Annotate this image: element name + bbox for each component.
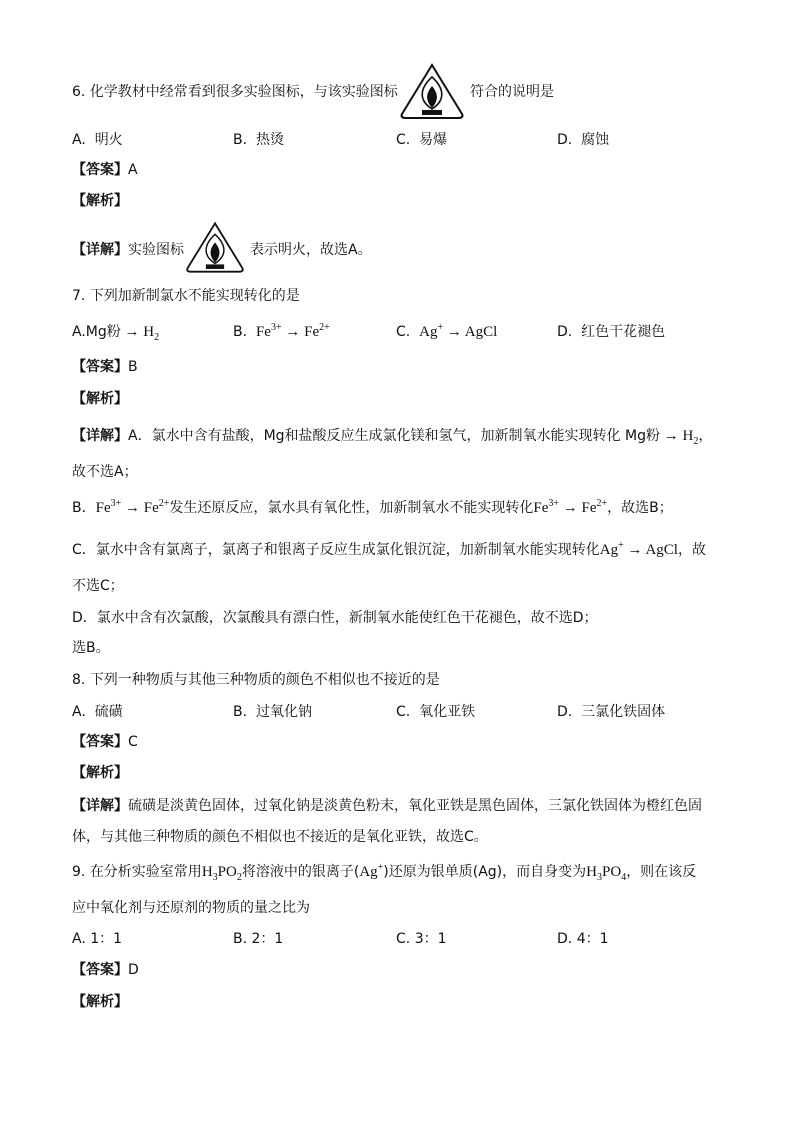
q8-option-c: C. 氧化亚铁	[396, 704, 476, 720]
q7-detail-line-4: C．氯水中含有氯离子，氯离子和银离子反应生成氯化银沉淀，加新制氧水能实现转化Ag+ → AgCl，故	[72, 540, 706, 558]
q7-option-d: D. 红色干花褪色	[557, 324, 666, 340]
q9-option-b: B. 2：1	[233, 931, 284, 947]
q6-stem: 6. 化学教材中经常看到很多实验图标，与该实验图标	[72, 84, 398, 100]
q6-detail-text-b: 表示明火，故选A。	[250, 242, 372, 258]
q7-detail-line-7: 选B。	[72, 640, 110, 656]
q6-option-c: C. 易爆	[396, 132, 448, 148]
q7-detail-line-2: 故不选A；	[72, 464, 138, 480]
q8-detail-line-2: 体，与其他三种物质的颜色不相似也不接近的是氧化亚铁，故选C。	[72, 829, 488, 845]
q7-answer: 【答案】B	[72, 359, 138, 375]
q9-stem-line-1: 9. 在分析实验室常用$H_3PO_2$将溶液中的银离子(Ag+)还原为银单质(Ag)，而自身变为$H_3PO_4$，则在该反	[72, 862, 697, 883]
q8-option-d: D. 三氯化铁固体	[557, 704, 666, 720]
q8-stem: 8. 下列一种物质与其他三种物质的颜色不相似也不接近的是	[72, 672, 440, 688]
q6-option-d: D. 腐蚀	[557, 132, 610, 148]
q7-detail-line-1: 【详解】A．氯水中含有盐酸，Mg和盐酸反应生成氯化镁和氢气，加新制氧水能实现转化 Mg粉 → $H_2$，	[72, 428, 713, 447]
q9-analysis-label: 【解析】	[72, 994, 128, 1010]
q8-answer: 【答案】C	[72, 734, 138, 750]
q6-option-a: A. 明火	[72, 132, 123, 148]
q7-option-a: A.Mg粉 → $H_2$	[72, 324, 160, 343]
q6-option-b: B. 热烫	[233, 132, 284, 148]
q7-detail-line-3: B．$Fe^{3+} \to Fe^{2+}$发生还原反应，氯水具有氧化性，加新制氧水不能实现转化$Fe^{3+} \to Fe^{2+}$，故选B；	[72, 498, 673, 516]
q7-detail-line-6: D．氯水中含有次氯酸，次氯酸具有漂白性，新制氧水能使红色干花褪色，故不选D；	[72, 610, 598, 626]
flame-hazard-icon	[398, 62, 466, 128]
q7-detail-line-5: 不选C；	[72, 578, 124, 594]
q8-option-b: B. 过氧化钠	[233, 704, 312, 720]
flame-hazard-icon-small	[184, 220, 246, 282]
q8-option-a: A. 硫磺	[72, 704, 123, 720]
q7-option-b: B. $Fe^{3+} \to Fe^{2+}$	[233, 322, 330, 340]
q6-detail: 【详解】实验图标	[72, 242, 184, 258]
q7-option-c: C. Ag+ → AgCl	[396, 322, 498, 340]
q6-stem-text-b: 符合的说明是	[470, 84, 554, 100]
q9-option-d: D. 4：1	[557, 931, 609, 947]
q7-analysis-label: 【解析】	[72, 391, 128, 407]
q9-answer: 【答案】D	[72, 962, 139, 978]
q9-stem-line-2: 应中氧化剂与还原剂的物质的量之比为	[72, 900, 310, 916]
q6-answer: 【答案】A	[72, 162, 138, 178]
q6-stem-text-a: 化学教材中经常看到很多实验图标，与该实验图标	[89, 84, 398, 100]
q6-analysis-label: 【解析】	[72, 193, 128, 209]
q7-stem: 7. 下列加新制氯水不能实现转化的是	[72, 288, 300, 304]
q9-option-c: C. 3：1	[396, 931, 447, 947]
q9-option-a: A. 1：1	[72, 931, 123, 947]
q8-analysis-label: 【解析】	[72, 765, 128, 781]
q8-detail-line-1: 【详解】硫磺是淡黄色固体，过氧化钠是淡黄色粉末，氧化亚铁是黑色固体，三氯化铁固体为橙红色固	[72, 798, 702, 814]
